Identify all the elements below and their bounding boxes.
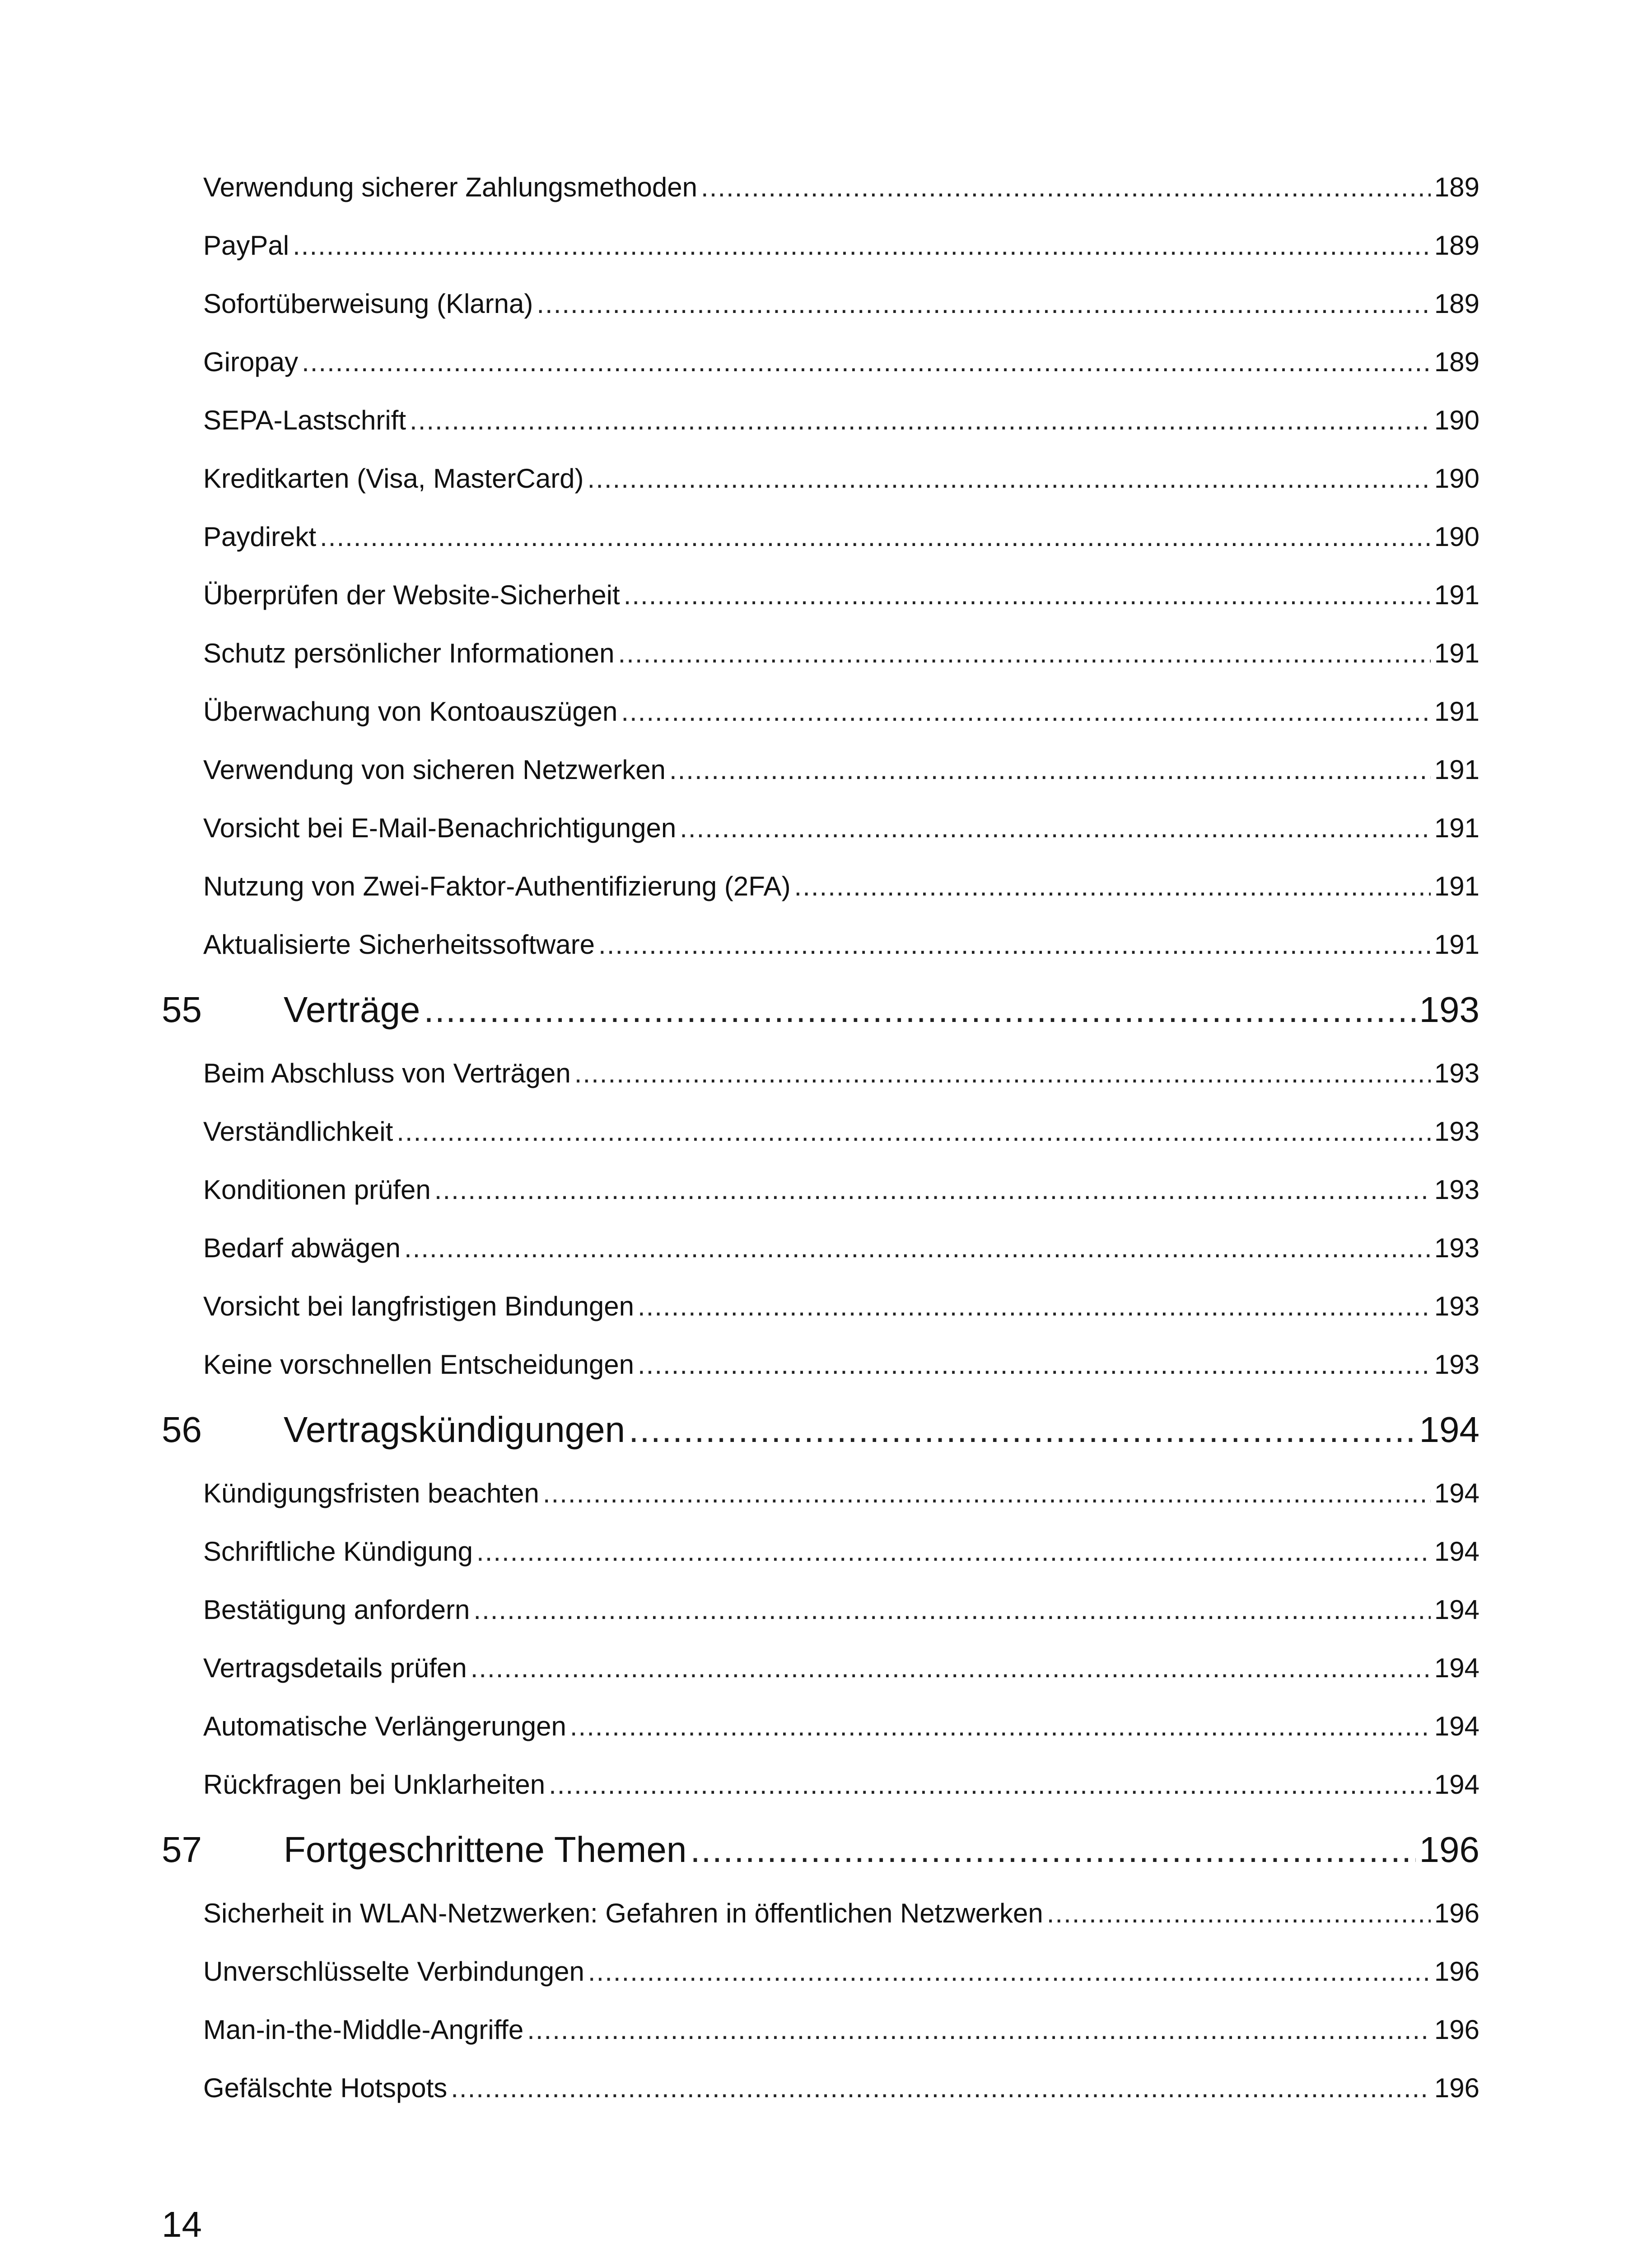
toc-entry[interactable] (162, 172, 1479, 230)
toc-chapter-number: 57 (162, 1829, 202, 1870)
toc-entry-title: Verständlichkeit (203, 1116, 393, 1147)
toc-entry-page-number: 189 (1434, 347, 1479, 377)
toc-entry-page-number: 193 (1434, 1058, 1479, 1088)
dot-leader (690, 1829, 1415, 1871)
dot-leader (424, 989, 1415, 1031)
toc-entry-title: Verträge (284, 989, 420, 1030)
toc-entry[interactable] (162, 1232, 1479, 1291)
toc-entry-title: Giropay (203, 347, 299, 377)
toc-entry-page-number: 194 (1419, 1409, 1479, 1450)
dot-leader (588, 463, 1431, 494)
dot-leader (320, 521, 1431, 552)
toc-entry-title: Sicherheit in WLAN-Netzwerken: Gefahren in öffentlichen Netzwerken (203, 1898, 1043, 1928)
dot-leader (638, 1291, 1431, 1322)
toc-entry-page-number: 189 (1434, 230, 1479, 261)
toc-chapter-entry[interactable] (162, 989, 1479, 1056)
toc-entry-title: Überwachung von Kontoauszügen (203, 696, 618, 727)
toc-entry-page-number: 193 (1419, 989, 1479, 1030)
toc-entry[interactable] (162, 1478, 1479, 1536)
dot-leader (574, 1058, 1431, 1089)
dot-leader (527, 2014, 1431, 2045)
dot-leader (471, 1652, 1431, 1684)
dot-leader (629, 1409, 1415, 1451)
toc-entry[interactable] (162, 754, 1479, 812)
dot-leader (570, 1711, 1431, 1742)
toc-entry-page-number: 191 (1434, 813, 1479, 843)
toc-entry-title: Verwendung sicherer Zahlungsmethoden (203, 172, 698, 202)
toc-entry[interactable] (162, 1898, 1479, 1956)
table-of-contents (162, 172, 1479, 2131)
toc-entry-page-number: 189 (1434, 172, 1479, 202)
toc-entry-page-number: 190 (1434, 463, 1479, 494)
toc-entry-title: Man-in-the-Middle-Angriffe (203, 2015, 524, 2045)
toc-entry-page-number: 194 (1434, 1653, 1479, 1683)
toc-entry-page-number: 191 (1434, 580, 1479, 610)
dot-leader (404, 1232, 1431, 1264)
toc-entry-page-number: 193 (1434, 1291, 1479, 1321)
toc-entry-page-number: 189 (1434, 289, 1479, 319)
toc-entry-page-number: 190 (1434, 405, 1479, 435)
toc-entry[interactable] (162, 1594, 1479, 1652)
toc-entry-page-number: 194 (1434, 1536, 1479, 1567)
toc-entry-title: Schutz persönlicher Informationen (203, 638, 615, 668)
toc-entry-title: Bedarf abwägen (203, 1233, 401, 1263)
toc-entry-title: Sofortüberweisung (Klarna) (203, 289, 533, 319)
toc-entry-title: Aktualisierte Sicherheitssoftware (203, 929, 595, 960)
toc-entry-title: Beim Abschluss von Verträgen (203, 1058, 571, 1088)
toc-entry-title: Rückfragen bei Unklarheiten (203, 1769, 546, 1800)
toc-entry-title: Vertragskündigungen (284, 1409, 625, 1450)
dot-leader (451, 2072, 1431, 2104)
toc-entry-title: SEPA-Lastschrift (203, 405, 406, 435)
dot-leader (397, 1116, 1431, 1147)
dot-leader (543, 1478, 1431, 1509)
dot-leader (410, 405, 1431, 436)
toc-entry[interactable] (162, 1956, 1479, 2014)
toc-entry-page-number: 196 (1434, 1956, 1479, 1987)
toc-entry[interactable] (162, 696, 1479, 754)
toc-entry-title: Kreditkarten (Visa, MasterCard) (203, 463, 584, 494)
toc-entry-title: Paydirekt (203, 522, 317, 552)
toc-entry[interactable] (162, 871, 1479, 929)
toc-entry[interactable] (162, 1652, 1479, 1711)
toc-entry-page-number: 196 (1419, 1829, 1479, 1870)
toc-entry-page-number: 194 (1434, 1478, 1479, 1508)
toc-entry[interactable] (162, 1116, 1479, 1174)
toc-entry-title: Vorsicht bei E-Mail-Benachrichtigungen (203, 813, 677, 843)
toc-entry-page-number: 191 (1434, 871, 1479, 901)
toc-entry-title: Keine vorschnellen Entscheidungen (203, 1349, 634, 1380)
dot-leader (588, 1956, 1431, 1987)
toc-entry[interactable] (162, 463, 1479, 521)
toc-entry-title: Fortgeschrittene Themen (284, 1829, 687, 1870)
toc-entry[interactable] (162, 521, 1479, 579)
toc-entry-page-number: 194 (1434, 1711, 1479, 1741)
toc-entry[interactable] (162, 405, 1479, 463)
toc-entry-page-number: 194 (1434, 1595, 1479, 1625)
toc-chapter-entry[interactable] (162, 1829, 1479, 1896)
toc-entry-page-number: 193 (1434, 1175, 1479, 1205)
dot-leader (434, 1174, 1431, 1205)
toc-entry-title: Nutzung von Zwei-Faktor-Authentifizierung (2FA) (203, 871, 791, 901)
toc-entry[interactable] (162, 1536, 1479, 1594)
toc-entry-title: Kündigungsfristen beachten (203, 1478, 539, 1508)
toc-entry-title: PayPal (203, 230, 289, 261)
toc-entry-title: Automatische Verlängerungen (203, 1711, 566, 1741)
dot-leader (473, 1594, 1430, 1625)
toc-entry[interactable] (162, 638, 1479, 696)
toc-entry-page-number: 193 (1434, 1116, 1479, 1147)
toc-entry[interactable] (162, 1349, 1479, 1407)
toc-entry[interactable] (162, 1058, 1479, 1116)
toc-entry-title: Gefälschte Hotspots (203, 2073, 448, 2103)
dot-leader (680, 812, 1431, 844)
toc-entry-title: Überprüfen der Website-Sicherheit (203, 580, 620, 610)
dot-leader (701, 172, 1431, 203)
dot-leader (1047, 1898, 1431, 1929)
toc-entry-page-number: 193 (1434, 1233, 1479, 1263)
toc-entry-page-number: 193 (1434, 1349, 1479, 1380)
dot-leader (302, 346, 1431, 378)
toc-entry[interactable] (162, 1291, 1479, 1349)
dot-leader (537, 288, 1431, 319)
toc-entry-page-number: 190 (1434, 522, 1479, 552)
dot-leader (293, 230, 1431, 261)
toc-chapter-number: 56 (162, 1409, 202, 1450)
toc-entry-page-number: 196 (1434, 2015, 1479, 2045)
toc-entry[interactable] (162, 812, 1479, 871)
page-number: 14 (162, 2204, 202, 2244)
dot-leader (669, 754, 1431, 785)
toc-entry[interactable] (162, 230, 1479, 288)
dot-leader (549, 1769, 1431, 1800)
toc-entry[interactable] (162, 288, 1479, 346)
toc-entry[interactable] (162, 1174, 1479, 1232)
toc-entry[interactable] (162, 346, 1479, 405)
toc-entry-title: Vertragsdetails prüfen (203, 1653, 467, 1683)
toc-entry-title: Vorsicht bei langfristigen Bindungen (203, 1291, 634, 1321)
toc-entry-title: Konditionen prüfen (203, 1175, 431, 1205)
toc-entry-title: Unverschlüsselte Verbindungen (203, 1956, 584, 1987)
dot-leader (624, 579, 1431, 611)
toc-entry[interactable] (162, 929, 1479, 987)
dot-leader (794, 871, 1431, 902)
toc-entry[interactable] (162, 1769, 1479, 1827)
toc-entry-title: Verwendung von sicheren Netzwerken (203, 755, 666, 785)
toc-entry-title: Bestätigung anfordern (203, 1595, 470, 1625)
toc-entry[interactable] (162, 1711, 1479, 1769)
toc-entry-page-number: 194 (1434, 1769, 1479, 1800)
toc-chapter-entry[interactable] (162, 1409, 1479, 1476)
toc-entry-title: Schriftliche Kündigung (203, 1536, 473, 1567)
toc-entry-page-number: 196 (1434, 2073, 1479, 2103)
toc-entry-page-number: 191 (1434, 696, 1479, 727)
toc-entry-page-number: 196 (1434, 1898, 1479, 1928)
toc-entry-page-number: 191 (1434, 638, 1479, 668)
dot-leader (618, 638, 1431, 669)
toc-chapter-number: 55 (162, 989, 202, 1030)
toc-entry[interactable] (162, 2072, 1479, 2131)
toc-entry-page-number: 191 (1434, 755, 1479, 785)
toc-entry-page-number: 191 (1434, 929, 1479, 960)
toc-entry[interactable] (162, 2014, 1479, 2072)
dot-leader (638, 1349, 1431, 1380)
dot-leader (476, 1536, 1431, 1567)
dot-leader (621, 696, 1431, 727)
toc-entry[interactable] (162, 579, 1479, 638)
dot-leader (598, 929, 1431, 960)
